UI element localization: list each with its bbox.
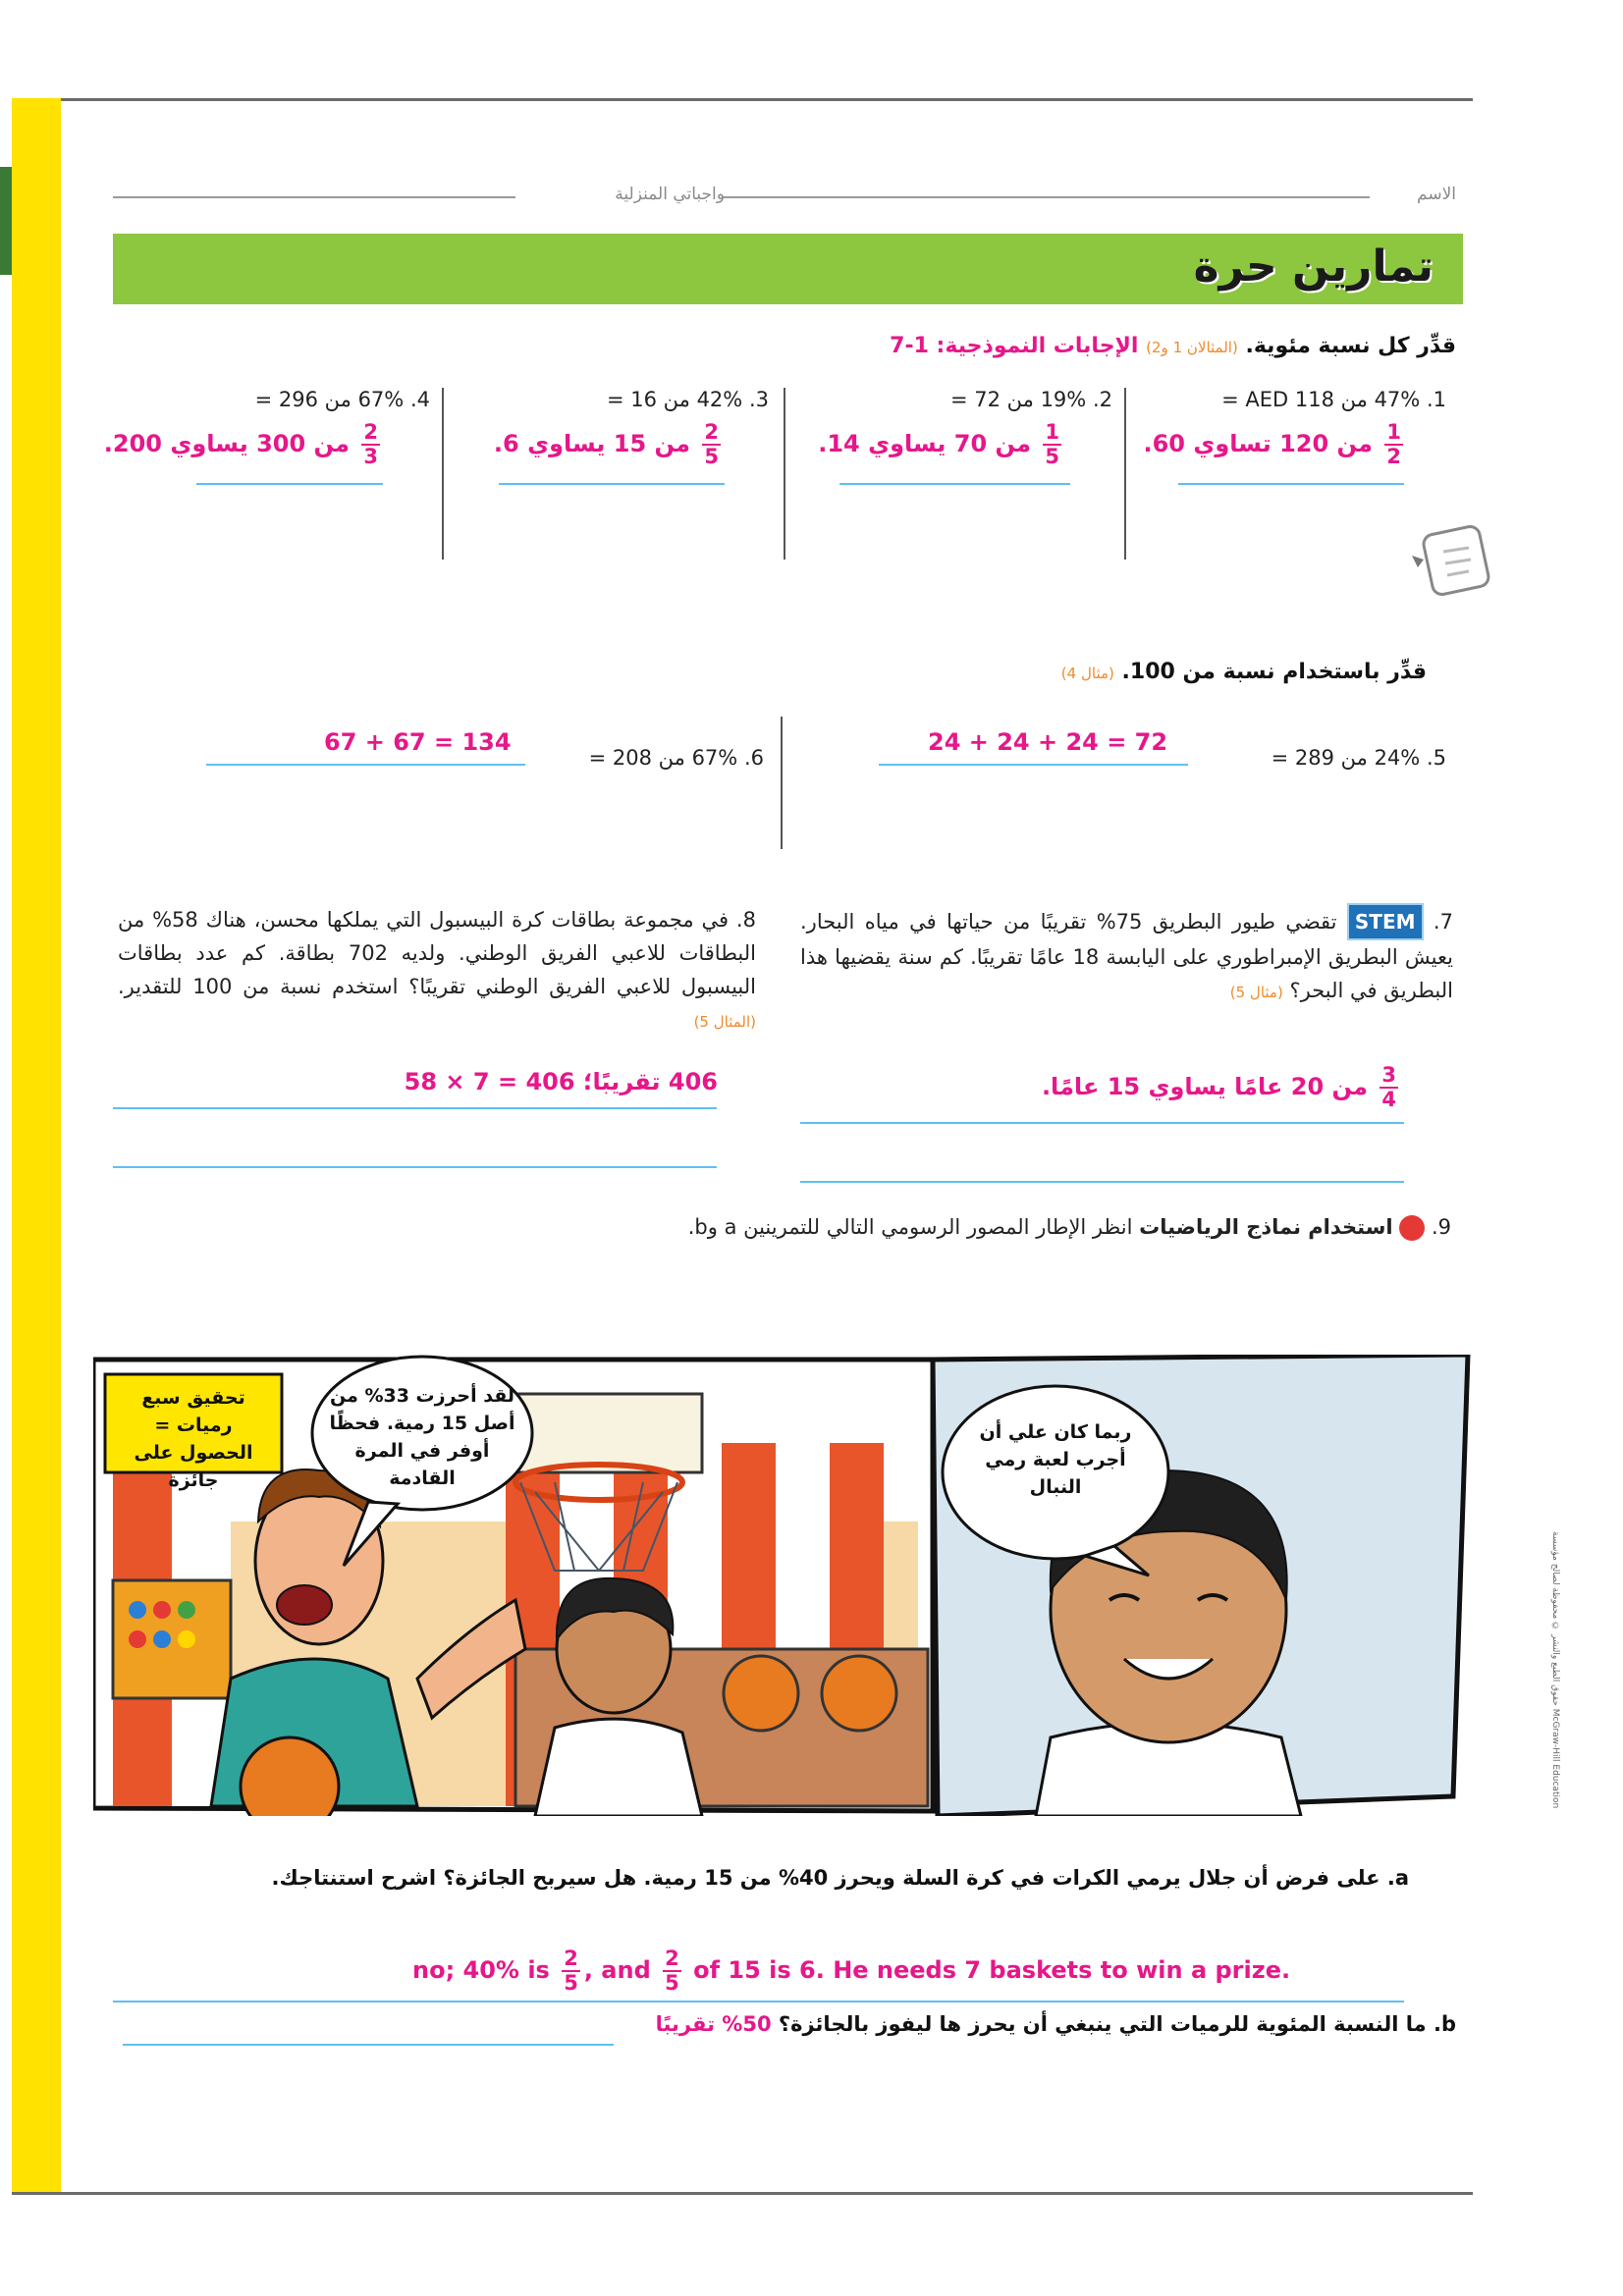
exercise-4-question	[255, 388, 430, 411]
answer-text: من 70 يساوي 14.	[818, 430, 1032, 457]
copyright-sidebar: حقوق الطبع والنشر © محفوظة لصالح مؤسسة McGraw-Hill Education	[1550, 1531, 1560, 1809]
comic-sign-text: تحقيق سبع رميات = الحصول على جائزة	[134, 1387, 253, 1491]
answer-line	[800, 1181, 1404, 1183]
examples-ref: (المثالان 1 و2)	[1146, 339, 1238, 356]
exercise-text: 67% من 296 =	[254, 388, 405, 411]
answer-line	[499, 483, 725, 485]
answer-line	[839, 483, 1070, 485]
problem-8	[118, 903, 756, 1039]
answer-text: , and	[583, 1956, 651, 1984]
comic-bubble-boy: ربما كان علي أن أجرب لعبة رمي النبال	[979, 1421, 1132, 1498]
comic-bubble-man: لقد أحرزت 33% من أصل 15 رمية. فحظًا أوفر في المرة القادمة	[329, 1385, 515, 1489]
exercise-number: 6.	[743, 746, 764, 770]
problem-text: انظر الإطار المصور الرسومي التالي للتمرينين a وb.	[687, 1215, 1133, 1239]
page-edge-tab	[0, 167, 12, 275]
part-text: ما النسبة المئوية للرميات التي ينبغي أن يحرز ها ليفوز بالجائزة؟	[778, 2012, 1427, 2036]
exercise-1-question	[1221, 388, 1446, 411]
exercise-text: 67% من 208 =	[588, 746, 738, 770]
exercise-6-answer: 67 + 67 = 134	[324, 728, 512, 756]
exercise-number: 4.	[409, 388, 430, 411]
answer-line	[800, 1122, 1404, 1124]
answer-text: of 15 is 6. He needs 7 baskets to win a prize.	[693, 1956, 1291, 1984]
fraction: $\frac{1}{2}$	[1386, 420, 1401, 468]
column-divider	[1124, 388, 1126, 560]
exercise-2-answer	[818, 422, 1065, 467]
example-ref: (المثال 5)	[693, 1013, 756, 1031]
fraction: $\frac{2}{3}$	[363, 420, 378, 468]
exercise-text: 42% من 16 =	[606, 388, 743, 411]
problem-9	[688, 1215, 1451, 1241]
answer-line	[113, 1166, 717, 1168]
fraction: $\frac{1}{5}$	[1045, 420, 1059, 468]
exercise-5-question	[1271, 746, 1446, 770]
exercise-3-answer	[494, 422, 725, 467]
exercise-6-question	[589, 746, 764, 770]
yellow-margin-strip	[12, 98, 61, 2192]
problem-title: استخدام نماذج الرياضيات	[1139, 1215, 1393, 1239]
section-banner	[113, 234, 1463, 304]
answer-line	[113, 2001, 1404, 2002]
comic-strip	[93, 1355, 1478, 1816]
answer-text: no; 40% is	[412, 1956, 550, 1984]
fraction: $\frac{2}{5}$	[564, 1947, 578, 1995]
answer-text: من 15 يساوي 6.	[493, 430, 691, 457]
exercise-text: 24% من 289 =	[1271, 746, 1421, 770]
practice-icon	[1399, 1215, 1425, 1241]
problem-number: 7.	[1433, 910, 1453, 934]
example-ref: (مثال 4)	[1060, 665, 1114, 682]
problem-text: تقضي طيور البطريق 75% تقريبًا من حياتها في مياه البحار. يعيش البطريق الإمبراطوري على اليابسة 18 عامًا تقريبًا. كم سنة يقضيها هذا البطريق في البحر؟	[800, 910, 1453, 1002]
part-label: b.	[1433, 2012, 1456, 2036]
problem-8-answer: 406 تقريبًا؛ 406 = 7 × 58	[404, 1068, 718, 1095]
answer-text: من 120 تساوي 60.	[1143, 430, 1374, 457]
exercise-text: 19% من 72 =	[949, 388, 1087, 411]
model-answers-label: الإجابات النموذجية: 1-7	[890, 334, 1139, 358]
problem-7-answer	[1042, 1065, 1402, 1110]
problem-7	[800, 903, 1453, 1009]
problem-number: 9.	[1431, 1215, 1451, 1239]
part-b-answer: 50% تقريبًا	[655, 2012, 772, 2036]
banner-title: تمارين حرة	[1193, 241, 1434, 292]
part-a-question	[118, 1860, 1409, 1896]
answer-text: من 300 يساوي 200.	[103, 430, 351, 457]
fraction: $\frac{2}{5}$	[704, 420, 719, 468]
part-text: على فرض أن جلال يرمي الكرات في كرة السلة ويحرز 40% من 15 رمية. هل سيربح الجائزة؟ اشرح استنتاجك.	[271, 1866, 1380, 1890]
exercise-text: 47% من 118 AED =	[1221, 388, 1421, 411]
problem-number: 8.	[735, 908, 756, 932]
column-divider	[784, 388, 785, 560]
example-ref: (مثال 5)	[1229, 984, 1283, 1001]
exercise-number: 3.	[748, 388, 769, 411]
exercise-5-answer: 24 + 24 + 24 = 72	[928, 728, 1168, 756]
answer-line	[1178, 483, 1404, 485]
part-a-answer	[412, 1949, 1290, 1994]
exercise-4-answer	[104, 422, 384, 467]
answer-line	[206, 764, 525, 766]
fraction: $\frac{3}{4}$	[1381, 1063, 1396, 1111]
section1-instruction	[890, 334, 1456, 358]
part-b-question	[656, 2012, 1456, 2036]
section2-instruction	[1061, 660, 1427, 684]
fraction: $\frac{2}{5}$	[665, 1947, 679, 1995]
answer-line	[113, 1107, 717, 1109]
exercise-1-answer	[1143, 422, 1407, 467]
stem-badge: STEM	[1347, 903, 1424, 940]
exercise-2-question	[950, 388, 1112, 411]
answer-text: من 20 عامًا يساوي 15 عامًا.	[1041, 1073, 1369, 1100]
name-line	[722, 196, 1370, 198]
homework-label: واجباتي المنزلية	[615, 185, 725, 204]
problem-text: في مجموعة بطاقات كرة البيسبول التي يملكها محسن، هناك 58% من البطاقات للاعبي الفريق الوطني. ولديه 702 بطاقة. كم عدد بطاقات البيسبول للاعبي الفريق الوطني تقريبًا؟ استخدم نسبة من 100 للتقدير.	[118, 908, 756, 998]
answer-line	[196, 483, 383, 485]
answer-line	[879, 764, 1188, 766]
part-label: a.	[1386, 1866, 1409, 1890]
exercise-number: 5.	[1426, 746, 1446, 770]
column-divider	[781, 717, 783, 849]
exercise-number: 1.	[1426, 388, 1446, 411]
exercise-number: 2.	[1092, 388, 1112, 411]
column-divider	[442, 388, 444, 560]
exercise-3-question	[607, 388, 769, 411]
tablet-icon[interactable]	[1404, 520, 1492, 599]
answer-line	[123, 2044, 614, 2046]
homework-line	[113, 196, 515, 198]
name-label: الاسم	[1417, 185, 1456, 204]
instruction-text: قدِّر باستخدام نسبة من 100.	[1121, 660, 1427, 684]
instruction-text: قدِّر كل نسبة مئوية.	[1245, 334, 1456, 358]
